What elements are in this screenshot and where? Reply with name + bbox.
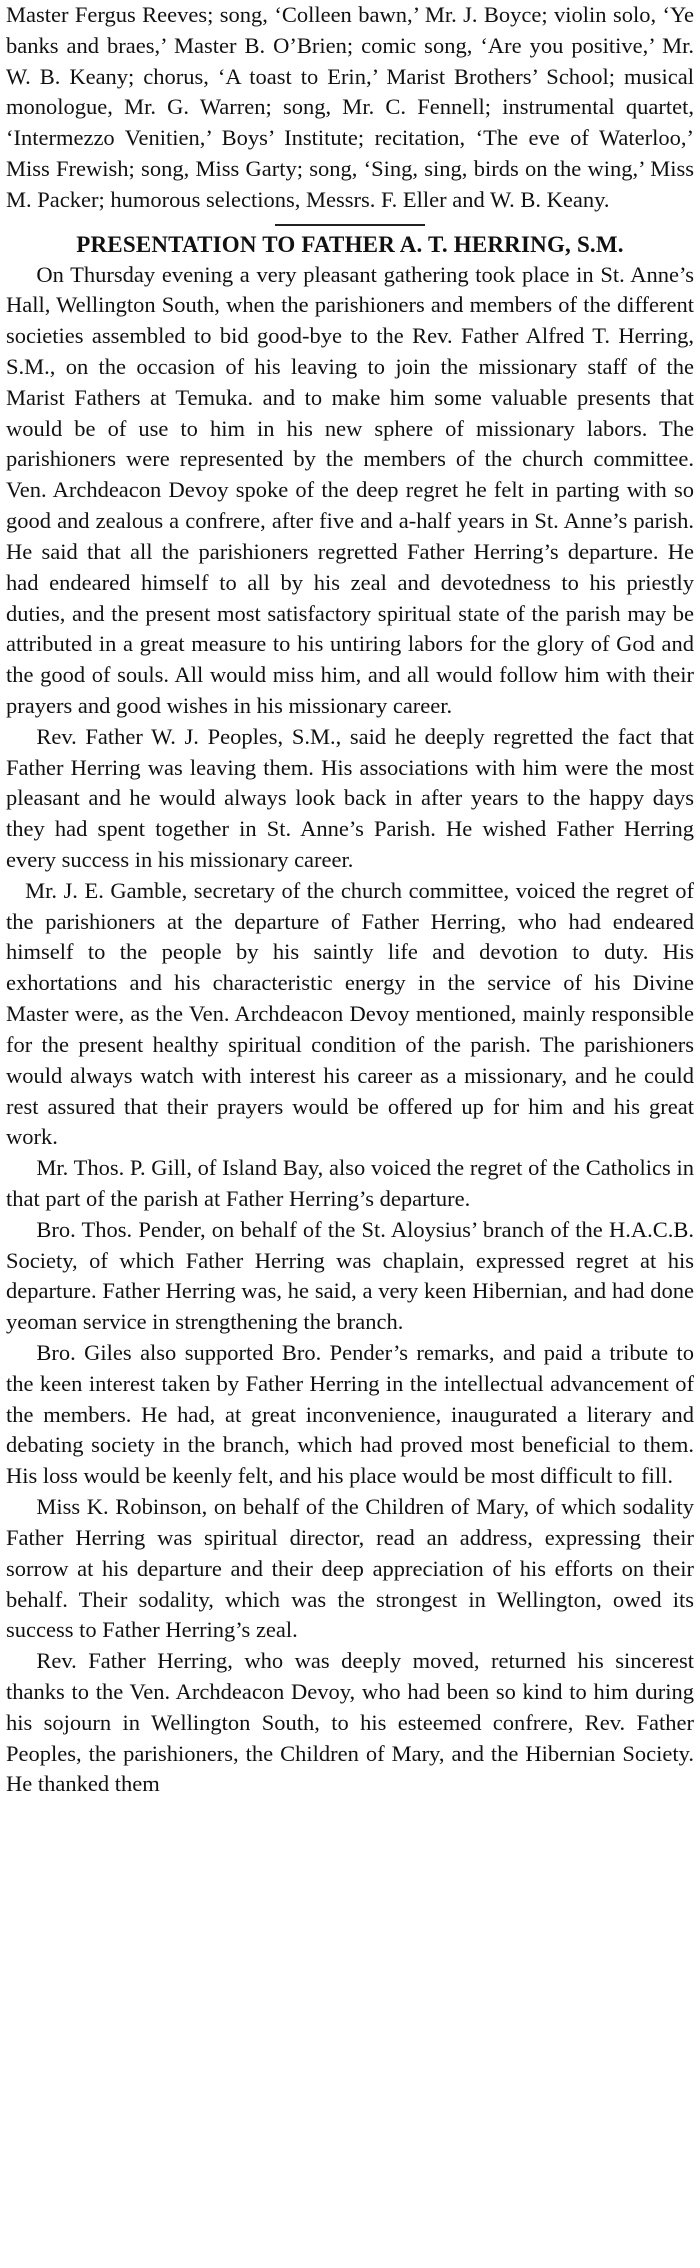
article-headline: PRESENTATION TO FATHER A. T. HERRING, S.M.: [76, 231, 624, 257]
article-paragraph-giles: Bro. Giles also supported Bro. Pender’s remarks, and paid a tribute to the keen interest taken by Father Herring in the intellectual advancement of the members. He had, at great inconvenience, inaugurated a literary and debating society in the branch, which had proved most beneficial to them. His loss would be keenly felt, and his place would be most difficult to fill.: [6, 1340, 694, 1489]
headline-divider: [275, 224, 425, 226]
article-paragraph-peoples: Rev. Father W. J. Peoples, S.M., said he deeply regretted the fact that Father Herring was leaving them. His associations with him were the most pleasant and he would always look back in after years to the happy days they had spent together in St. Anne’s Parish. He wished Father Herring every success in his missionary career.: [6, 723, 694, 873]
article-paragraph-gill: Mr. Thos. P. Gill, of Island Bay, also voiced the regret of the Catholics in that part of the parish at Father Herring’s departure.: [6, 1155, 694, 1211]
article-paragraph-pender: Bro. Thos. Pender, on behalf of the St. Aloysius’ branch of the H.A.C.B. Society, of which Father Herring was chaplain, expressed regret at his departure. Father Herring was, he said, a very keen Hibernian, and had done yeoman service in strengthening the branch.: [6, 1216, 694, 1335]
article-paragraph-gamble: Mr. J. E. Gamble, secretary of the church committee, voiced the regret of the parishioners at the departure of Father Herring, who had endeared himself to the people by his saintly life and devotion to duty. His exhortations and his characteristic energy in the service of his Divine Master were, as the Ven. Archdeacon Devoy mentioned, mainly responsible for the present healthy spiritual condition of the parish. The parishioners would always watch with interest his career as a missionary, and he could rest assured that their prayers would be offered up for him and his great work.: [6, 877, 694, 1150]
article-paragraph-gathering: On Thursday evening a very pleasant gathering took place in St. Anne’s Hall, Wellington South, when the parishioners and members of the different societies assembled to bid good-bye to the Rev. Father Alfred T. Herring, S.M., on the occasion of his leaving to join the missionary staff of the Marist Fathers at Temuka. and to make him some valuable presents that would be of use to him in his new sphere of missionary labors. The parishioners were represented by the members of the church committee. Ven. Archdeacon Devoy spoke of the deep regret he felt in parting with so good and zealous a confrere, after five and a-half years in St. Anne’s parish. He said that all the parishioners regretted Father Herring’s departure. He had endeared himself to all by his zeal and devotedness to his priestly duties, and the present most satisfactory spiritual state of the parish may be attributed in a great measure to his untiring labors for the glory of God and the good of souls. All would miss him, and all would follow him with their prayers and good wishes in his missionary career.: [6, 261, 694, 718]
article-paragraph-robinson: Miss K. Robinson, on behalf of the Children of Mary, of which sodality Father Herring was spiritual director, read an address, expressing their sorrow at his departure and their deep appreciation of his efforts on their behalf. Their sodality, which was the strongest in Wellington, owed its success to Father Herring’s zeal.: [6, 1494, 694, 1643]
concert-programme-paragraph: Master Fergus Reeves; song, ‘Colleen bawn,’ Mr. J. Boyce; violin solo, ‘Ye banks and braes,’ Master B. O’Brien; comic song, ‘Are you positive,’ Mr. W. B. Keany; chorus, ‘A toast to Erin,’ Marist Brothers’ School; musical monologue, Mr. G. Warren; song, Mr. C. Fennell; instrumental quartet, ‘Intermezzo Venitien,’ Boys’ Institute; recitation, ‘The eve of Waterloo,’ Miss Frewish; song, Miss Garty; song, ‘Sing, sing, birds on the wing,’ Miss M. Packer; humorous selections, Messrs. F. Eller and W. B. Keany.: [6, 2, 694, 212]
article-paragraph-herring-reply: Rev. Father Herring, who was deeply moved, returned his sincerest thanks to the Ven. Archdeacon Devoy, who had been so kind to him during his sojourn in Wellington South, to his esteemed confrere, Rev. Father Peoples, the parishioners, the Children of Mary, and the Hibernian Society. He thanked them: [6, 1648, 694, 1797]
